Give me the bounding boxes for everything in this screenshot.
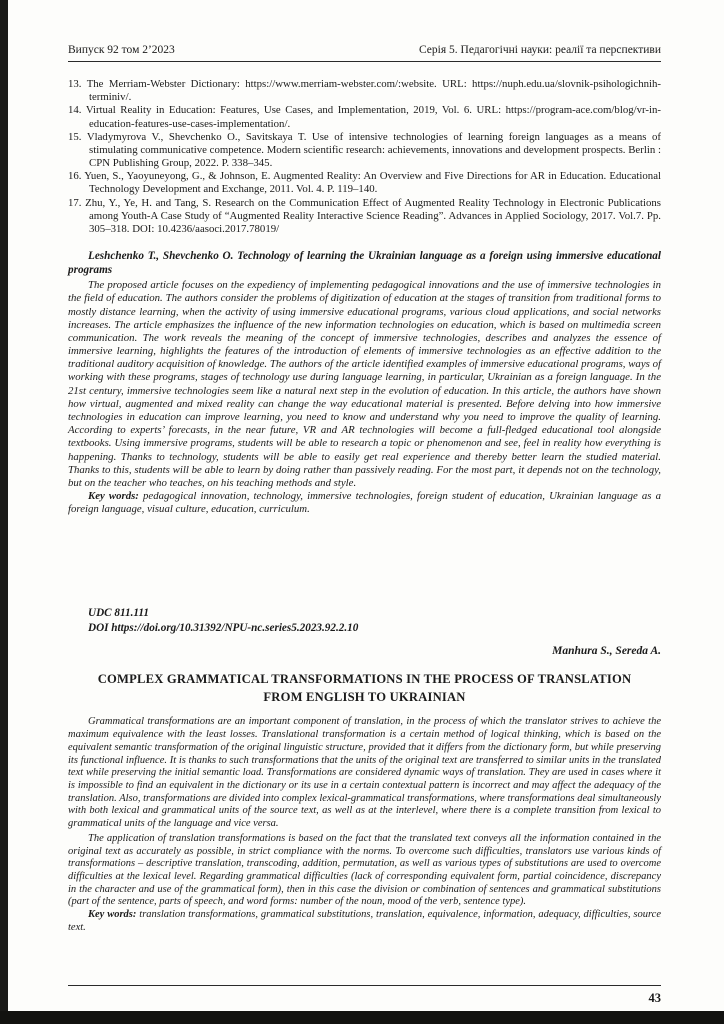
udc-code: UDC 811.111 <box>88 607 149 619</box>
article-paragraph-2: The application of translation transformations is based on the fact that the translated text conveys all the information contained in the original text as accurately as possible, in strict compliance with the norms. To overcome such difficulties, translators use various kinds of transformations – descriptive translation, transcoding, addition, permutation, as well as various types of substitutions are used to overcome difficulties at the lexical level. Regarding grammatical difficulties (lack of corresponding equivalent form, partial coincidence, discrepancy in the character and use of the grammatical form), then in this case the division or combination of sentences and grammatical substitutions (part of the sentence, parts of speech, and word forms: number of the noun, mood of the verb, sentence type). <box>68 832 661 908</box>
prev-article-abstract: The proposed article focuses on the expediency of implementing pedagogical innovations and the use of immersive technologies in the field of education. The authors consider the problems of digitization of education at the stages of transition from traditional forms to mostly distance learning, when the activity of using immersive educational programs, various cloud applications, and social networks increases. The article emphasizes the influence of the new information technologies on education, which is based on multimedia screen communication. The work reveals the meaning of the concept of immersive technologies, describes and analyzes the essence of immersive learning, highlights the features of the introduction of elements of immersive technologies as an effective addition to the traditional auditory acquisition of knowledge. The authors of the article identified examples of immersive educational programs, ways of working with these programs, stages of technology use during language learning, in particular, Ukrainian as a foreign language. In the 21st century, immersive technologies seem like a natural next step in the evolution of education. In this article, the authors have shown how virtual, augmented and mixed reality can change the way educational material is presented. Before delving into how immersive technologies in education can improve learning, you need to know and understand why you need to improve the quality of learning. According to experts’ forecasts, in the near future, VR and AR technologies will become a full-fledged educational tool alongside textbooks. Using immersive programs, students will be able to research a topic or phenomenon and see, feel in reality how everything is happening. Thanks to technology, students will be able to easily get real experience and thereby better learn the studied material. Thanks to this, students will be able to learn by doing rather than passively reading. For the most part, it depends not on the technology, but on the teacher who teaches, on his teaching methods and style. <box>68 279 661 489</box>
reference-text: Yuen, S., Yaoyuneyong, G., & Johnson, E. Augmented Reality: An Overview and Five Directions for AR in Education. Educational Technology Development and Exchange, 2011. Vol. 4. P. 119–140. <box>84 170 661 196</box>
reference-number: 16. <box>68 170 82 183</box>
reference-item <box>68 131 661 171</box>
running-head <box>68 44 661 56</box>
reference-item <box>68 78 661 104</box>
keywords-label: Key words: <box>88 909 137 921</box>
reference-number: 17. <box>68 196 82 209</box>
keywords-text: translation transformations, grammatical substitutions, translation, equivalence, information, adequacy, difficulties, source text. <box>68 909 661 933</box>
prev-article-citation: Leshchenko T., Shevchenko O. Technology of learning the Ukrainian language as a foreign using immersive educational programs <box>68 250 661 277</box>
scan-edge-left <box>0 0 8 1024</box>
reference-text: Zhu, Y., Ye, H. and Tang, S. Research on the Communication Effect of Augmented Reality Technology in Electronic Publications among Youth-A Case Study of “Augmented Reality Interactive Science Reading”. Advances in Applied Sociology, 2017. Vol.7. Pp. 305–318. DOI: 10.4236/aasoci.2017.78019/ <box>85 196 661 235</box>
reference-text: Vladymyrova V., Shevchenko O., Savitskaya T. Use of intensive technologies of learning foreign languages as a means of stimulating communicative competence. Modern scientific research: achievements, innovations and development prospects. Berlin : CPN Publishing Group, 2022. P. 338–345. <box>86 130 661 170</box>
reference-number: 14. <box>68 104 82 117</box>
scan-edge-bottom <box>0 1011 724 1024</box>
reference-item <box>68 197 661 237</box>
series-label: Серія 5. Педагогічні науки: реалії та перспективи <box>419 44 661 56</box>
reference-number: 13. <box>68 78 82 90</box>
issue-label: Випуск 92 том 2’2023 <box>68 44 175 56</box>
reference-item <box>68 104 661 130</box>
doi-line: DOI https://doi.org/10.31392/NPU-nc.series5.2023.92.2.10 <box>88 622 359 635</box>
article-keywords <box>68 909 661 934</box>
keywords-text: pedagogical innovation, technology, immersive technologies, foreign student of education, Ukrainian language as a foreign language, visual culture, education, curriculum. <box>68 490 662 516</box>
reference-text: The Merriam-Webster Dictionary: https://www.merriam-webster.com/:website. URL: https://nuph.edu.ua/slovnik-psihologichnih-terminiv/. <box>86 78 661 104</box>
page-footer <box>68 985 661 1007</box>
current-article <box>68 606 661 934</box>
page-number: 43 <box>648 991 661 1005</box>
keywords-label: Key words: <box>88 490 139 503</box>
prev-article-keywords <box>68 490 661 516</box>
references-list <box>68 78 661 236</box>
article-paragraph-1: Grammatical transformations are an important component of translation, in the process of which the translator strives to achieve the maximum equivalence with the least losses. Translational transformation is a certain method of logical thinking, which is based on the equivalent semantic transformation of the original linguistic structure, provided that it differs from the dictionary form, but while preserving its functional influence. It is thanks to such transformations that the units of the original text are transferred to similar units in the translated text while preserving the initial semantic load. Transformations are considered dynamic ways of translation. They are used in cases where it is impossible to find an equivalent in the dictionary or its use in a certain contextual pattern is incorrect and may affect the adequacy of the translation. Also, transformations are divided into complex lexical-grammatical transformations, where transformations deal simultaneously with both lexical and grammatical units of the source text, as well as at the interlevel, where there is a complete transition from lexical to grammatical units of the language and vice versa. <box>68 716 661 830</box>
article-authors: Manhura S., Sereda A. <box>552 645 661 658</box>
reference-text: Virtual Reality in Education: Features, Use Cases, and Implementation, 2019, Vol. 6. URL: https://program-ace.com/blog/vr-in-education-features-use-cases-implementation/. <box>85 104 661 130</box>
article-title: COMPLEX GRAMMATICAL TRANSFORMATIONS IN THE PROCESS OF TRANSLATION FROM ENGLISH TO UKRAINIAN <box>97 672 632 704</box>
reference-number: 15. <box>68 130 82 143</box>
reference-item <box>68 170 661 196</box>
page-content <box>68 44 661 516</box>
header-divider <box>68 61 661 62</box>
